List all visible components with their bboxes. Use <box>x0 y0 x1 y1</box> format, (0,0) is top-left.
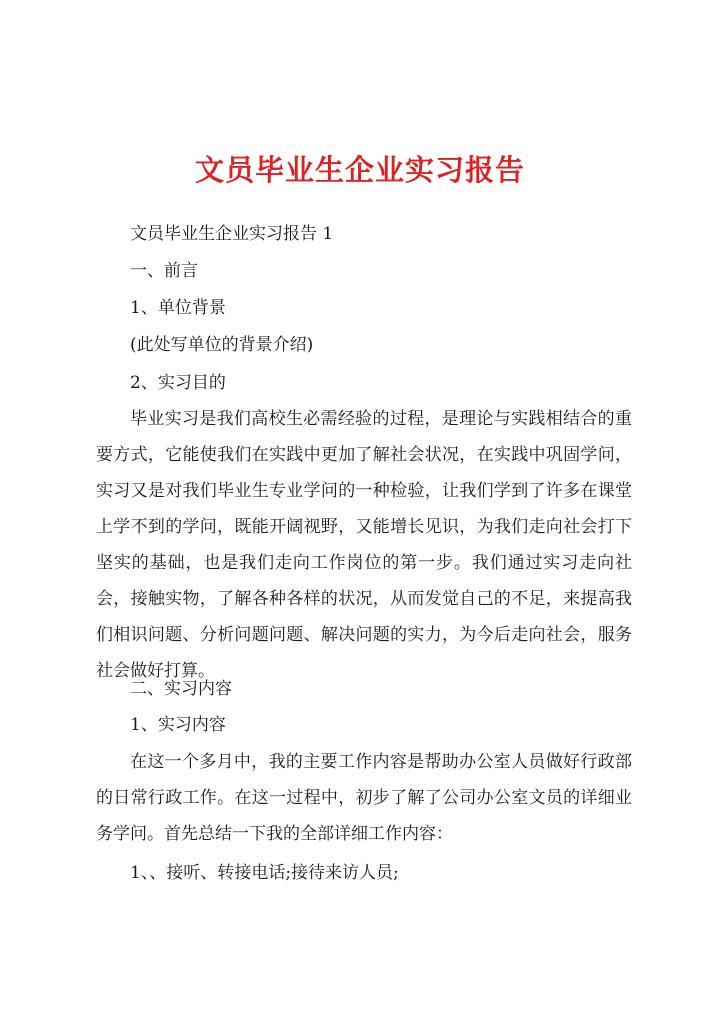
paragraph-internship-purpose: 毕业实习是我们高校生必需经验的过程，是理论与实践相结合的重要方式，它能使我们在实践中更加了解社会状况，在实践中巩固学问，实习又是对我们毕业生专业学问的一种检验，让我们学到了许多在课堂上学不到的学问，既能开阔视野，又能增长见识，为我们走向社会打下坚实的基础，也是我们走向工作岗位的第一步。我们通过实习走向社会，接触实物，了解各种各样的状况，从而发觉自己的不足，来提高我们相识问题、分析问题问题、解决问题的实力，为今后走向社会，服务社会做好打算。 <box>96 409 632 681</box>
paragraph-work-content: 在这一个多月中，我的主要工作内容是帮助办公室人员做好行政部的日常行政工作。在这一过程中，初步了解了公司办公室文员的详细业务学问。首先总结一下我的全部详细工作内容： <box>96 752 632 844</box>
section-heading-preface: 一、前言 <box>130 261 198 281</box>
document-title: 文员毕业生企业实习报告 <box>194 153 525 187</box>
note-unit-background: (此处写单位的背景介绍) <box>130 335 314 355</box>
item-unit-background: 1、单位背景 <box>130 298 226 318</box>
item-internship-purpose: 2、实习目的 <box>130 373 226 393</box>
list-item-phone-reception: 1、、接听、转接电话;接待来访人员; <box>130 863 399 883</box>
item-internship-content: 1、实习内容 <box>130 715 226 735</box>
report-subtitle: 文员毕业生企业实习报告 1 <box>130 224 334 244</box>
section-heading-content: 二、实习内容 <box>130 679 232 699</box>
